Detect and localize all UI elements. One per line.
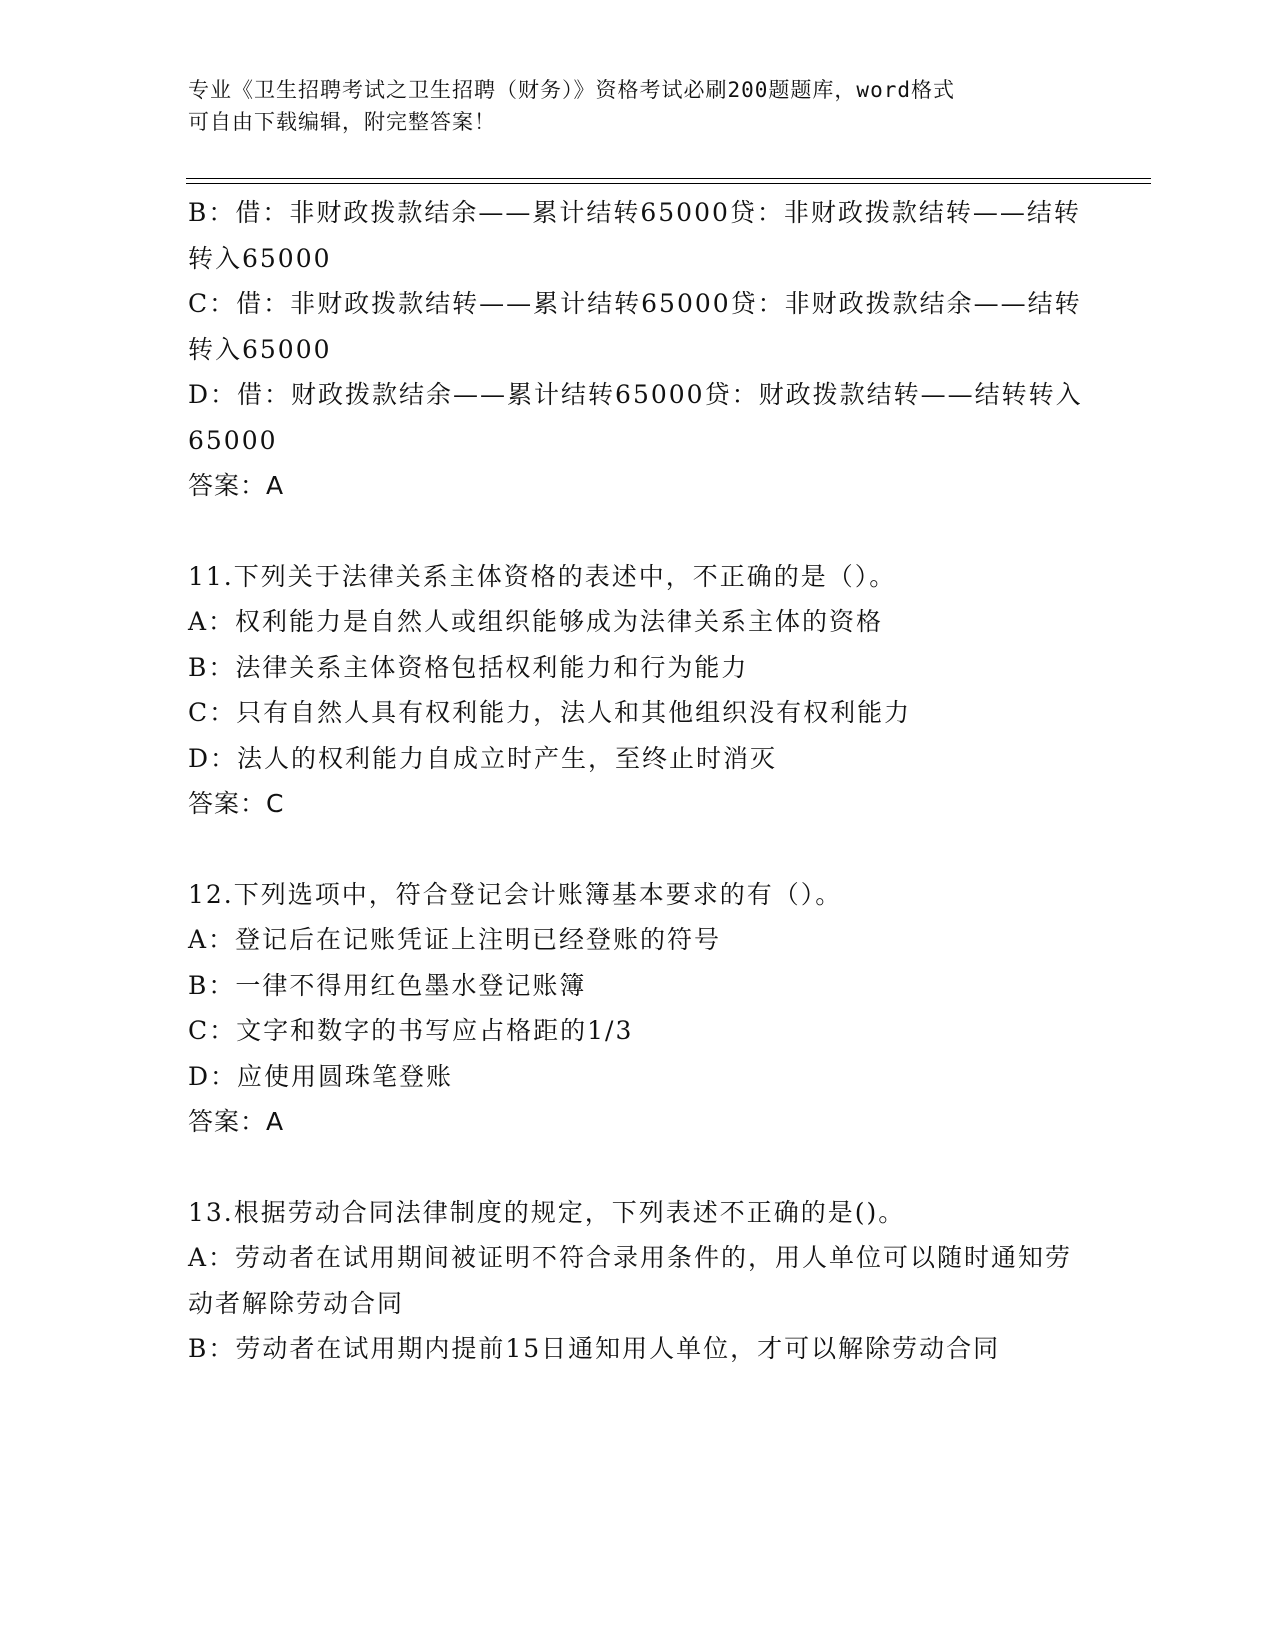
option-c: C：借：非财政拨款结转——累计结转65000贷：非财政拨款结余——结转转入65000 xyxy=(188,289,1082,364)
option-d: D：法人的权利能力自成立时产生，至终止时消灭 xyxy=(188,743,778,773)
option-b: B：借：非财政拨款结余——累计结转65000贷：非财政拨款结转——结转转入65000 xyxy=(188,198,1081,273)
page-content xyxy=(188,190,1088,1372)
header-divider-top xyxy=(186,178,1151,179)
question-stem: 11.下列关于法律关系主体资格的表述中，不正确的是（）。 xyxy=(188,561,897,591)
option-c: C：文字和数字的书写应占格距的1/3 xyxy=(188,1016,634,1045)
question-block-13 xyxy=(188,1190,1088,1372)
answer: 答案：A xyxy=(188,471,285,500)
option-b: B：劳动者在试用期内提前15日通知用人单位，才可以解除劳动合同 xyxy=(188,1334,1001,1363)
header-divider-bottom xyxy=(186,183,1151,184)
option-b: B：法律关系主体资格包括权利能力和行为能力 xyxy=(188,652,749,682)
answer: 答案：C xyxy=(188,789,285,818)
option-c: C：只有自然人具有权利能力，法人和其他组织没有权利能力 xyxy=(188,698,912,727)
option-a: A：劳动者在试用期间被证明不符合录用条件的，用人单位可以随时通知劳动者解除劳动合同 xyxy=(188,1243,1073,1318)
document-header xyxy=(188,74,1088,138)
answer: 答案：A xyxy=(188,1107,285,1136)
option-a: A：权利能力是自然人或组织能够成为法律关系主体的资格 xyxy=(188,607,884,636)
question-block-10 xyxy=(188,190,1088,509)
question-block-11 xyxy=(188,554,1088,827)
option-a: A：登记后在记账凭证上注明已经登账的符号 xyxy=(188,925,722,954)
option-d: D：借：财政拨款结余——累计结转65000贷：财政拨款结转——结转转入65000 xyxy=(188,380,1083,455)
header-line-2: 可自由下载编辑，附完整答案！ xyxy=(188,110,496,134)
option-b: B：一律不得用红色墨水登记账簿 xyxy=(188,970,587,1000)
option-d: D：应使用圆珠笔登账 xyxy=(188,1061,454,1091)
question-block-12 xyxy=(188,872,1088,1145)
question-stem: 12.下列选项中，符合登记会计账簿基本要求的有（）。 xyxy=(188,879,843,909)
header-line-1: 专业《卫生招聘考试之卫生招聘（财务）》资格考试必刷200题题库，word格式 xyxy=(188,78,955,102)
question-stem: 13.根据劳动合同法律制度的规定，下列表述不正确的是()。 xyxy=(188,1197,906,1227)
